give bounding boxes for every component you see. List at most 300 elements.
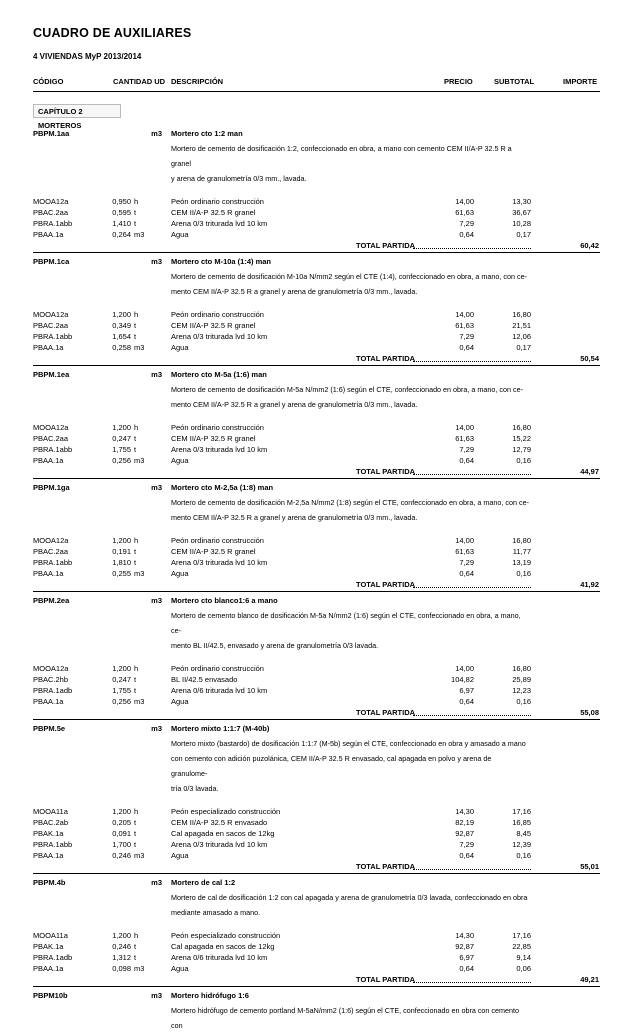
item-description: Agua xyxy=(171,697,189,706)
item-code: MOOA12a xyxy=(33,664,69,673)
item-quantity: 1,200 xyxy=(112,807,131,816)
partida-title: Mortero cto 1:2 man xyxy=(171,129,243,138)
item-quantity: 1,810 xyxy=(112,558,131,567)
item-price: 61,63 xyxy=(455,547,474,556)
item-unit: m3 xyxy=(134,456,145,465)
partida-unit: m3 xyxy=(151,370,162,379)
item-price: 14,00 xyxy=(455,197,474,206)
item-subtotal: 0,16 xyxy=(516,569,531,578)
item-subtotal: 13,19 xyxy=(512,558,531,567)
item-code: PBAA.1a xyxy=(33,569,64,578)
item-subtotal: 0,06 xyxy=(516,964,531,973)
item-code: MOOA12a xyxy=(33,423,69,432)
item-unit: h xyxy=(134,536,139,545)
item-unit: t xyxy=(134,321,137,330)
item-description: Agua xyxy=(171,964,189,973)
item-quantity: 0,264 xyxy=(112,230,131,239)
item-unit: t xyxy=(134,445,137,454)
partida-title-row xyxy=(0,722,638,736)
item-subtotal: 0,17 xyxy=(516,343,531,352)
partida-divider xyxy=(33,719,600,720)
item-quantity: 0,950 xyxy=(112,197,131,206)
item-price: 0,64 xyxy=(459,851,474,860)
item-subtotal: 21,51 xyxy=(512,321,531,330)
partida-title: Mortero cto M-10a (1:4) man xyxy=(171,257,272,266)
item-price: 7,29 xyxy=(459,332,474,341)
partida-divider xyxy=(33,873,600,874)
item-unit: t xyxy=(134,558,137,567)
table-row xyxy=(0,839,638,850)
page-title: CUADRO DE AUXILIARES xyxy=(33,26,192,40)
item-subtotal: 0,16 xyxy=(516,851,531,860)
item-description: Arena 0/3 triturada lvd 10 km xyxy=(171,332,268,341)
spacer xyxy=(0,299,638,309)
description-line: Mortero de cemento de dosificación M-5a N/mm2 (1:6) según el CTE, confeccionado en obra, a mano, con ce- xyxy=(171,385,523,394)
item-unit: m3 xyxy=(134,851,145,860)
item-code: PBRA.1abb xyxy=(33,219,73,228)
description-line: mento CEM II/A-P 32.5 R a granel y arena de granulometría 0/3 mm., lavada. xyxy=(171,287,418,296)
item-description: Arena 0/6 triturada lvd 10 km xyxy=(171,686,268,695)
item-description: Arena 0/3 triturada lvd 10 km xyxy=(171,219,268,228)
description-line: con cemento con adición puzolánica, CEM II/A-P 32.5 R envasado, cal apagada en polvo y arena de granulome- xyxy=(171,754,492,778)
item-unit: t xyxy=(134,829,137,838)
item-description: Peón ordinario construcción xyxy=(171,536,264,545)
total-partida-label: TOTAL PARTIDA xyxy=(356,708,416,717)
item-price: 14,00 xyxy=(455,423,474,432)
project-subtitle: 4 VIVIENDAS MyP 2013/2014 xyxy=(33,52,142,61)
column-header-description: DESCRIPCIÓN xyxy=(171,77,224,86)
partida-title: Mortero hidrófugo 1:6 xyxy=(171,991,249,1000)
description-line: mento CEM II/A-P 32.5 R a granel y arena de granulometría 0/3 mm., lavada. xyxy=(171,513,418,522)
item-quantity: 1,755 xyxy=(112,686,131,695)
partida-code: PBPM.4b xyxy=(33,878,66,887)
item-code: PBAA.1a xyxy=(33,456,64,465)
item-subtotal: 12,06 xyxy=(512,332,531,341)
table-row xyxy=(0,433,638,444)
item-description: BL II/42.5 envasado xyxy=(171,675,238,684)
table-row xyxy=(0,963,638,974)
item-subtotal: 12,23 xyxy=(512,686,531,695)
table-row xyxy=(0,444,638,455)
partida-block xyxy=(0,594,638,720)
item-quantity: 0,247 xyxy=(112,434,131,443)
item-price: 92,87 xyxy=(455,829,474,838)
item-unit: t xyxy=(134,686,137,695)
partida-unit: m3 xyxy=(151,991,162,1000)
partida-description xyxy=(171,382,529,412)
description-line: tría 0/3 lavada. xyxy=(171,784,219,793)
item-unit: t xyxy=(134,219,137,228)
table-row xyxy=(0,663,638,674)
partida-unit: m3 xyxy=(151,596,162,605)
item-unit: t xyxy=(134,332,137,341)
item-price: 14,00 xyxy=(455,536,474,545)
item-quantity: 1,200 xyxy=(112,310,131,319)
total-partida-importe: 50,54 xyxy=(580,354,599,363)
item-code: MOOA12a xyxy=(33,310,69,319)
total-partida-importe: 55,08 xyxy=(580,708,599,717)
item-price: 0,64 xyxy=(459,964,474,973)
partida-title: Mortero mixto 1:1:7 (M-40b) xyxy=(171,724,270,733)
partida-block xyxy=(0,876,638,987)
partida-title-row xyxy=(0,368,638,382)
item-quantity: 1,700 xyxy=(112,840,131,849)
partida-description xyxy=(171,1003,529,1033)
item-price: 6,97 xyxy=(459,953,474,962)
partida-block xyxy=(0,127,638,253)
partida-title-row xyxy=(0,876,638,890)
partida-code: PBPM.1ca xyxy=(33,257,70,266)
item-code: PBAA.1a xyxy=(33,697,64,706)
item-price: 82,19 xyxy=(455,818,474,827)
item-code: PBAC.2aa xyxy=(33,547,69,556)
table-row xyxy=(0,568,638,579)
partida-block xyxy=(0,481,638,592)
item-subtotal: 12,39 xyxy=(512,840,531,849)
item-subtotal: 17,16 xyxy=(512,807,531,816)
item-quantity: 0,349 xyxy=(112,321,131,330)
item-quantity: 0,258 xyxy=(112,343,131,352)
partida-title-row xyxy=(0,127,638,141)
item-price: 0,64 xyxy=(459,569,474,578)
item-quantity: 0,091 xyxy=(112,829,131,838)
table-row xyxy=(0,817,638,828)
chapter-label: CAPÍTULO 2 MORTEROS xyxy=(33,104,121,118)
item-code: PBAK.1a xyxy=(33,829,64,838)
total-partida-row xyxy=(0,707,638,718)
partida-description xyxy=(171,890,529,920)
item-quantity: 0,255 xyxy=(112,569,131,578)
partida-unit: m3 xyxy=(151,483,162,492)
spacer xyxy=(0,920,638,930)
item-quantity: 1,200 xyxy=(112,664,131,673)
item-code: MOOA11a xyxy=(33,931,68,940)
item-price: 6,97 xyxy=(459,686,474,695)
description-line: y arena de granulometría 0/3 mm., lavada. xyxy=(171,174,307,183)
item-price: 7,29 xyxy=(459,840,474,849)
total-partida-row xyxy=(0,466,638,477)
item-price: 92,87 xyxy=(455,942,474,951)
partida-title: Mortero de cal 1:2 xyxy=(171,878,236,887)
item-price: 0,64 xyxy=(459,697,474,706)
item-quantity: 0,595 xyxy=(112,208,131,217)
item-description: CEM II/A-P 32.5 R granel xyxy=(171,321,256,330)
partida-code: PBPM10b xyxy=(33,991,68,1000)
table-row xyxy=(0,229,638,240)
spacer xyxy=(0,412,638,422)
table-row xyxy=(0,941,638,952)
item-description: Agua xyxy=(171,456,189,465)
item-code: PBRA.1adb xyxy=(33,953,73,962)
item-code: PBAC.2aa xyxy=(33,434,69,443)
table-row xyxy=(0,196,638,207)
item-code: PBAA.1a xyxy=(33,851,64,860)
item-unit: t xyxy=(134,675,137,684)
partida-title-row xyxy=(0,989,638,1003)
spacer xyxy=(0,796,638,806)
column-header-price: PRECIO xyxy=(444,77,473,86)
item-subtotal: 11,77 xyxy=(512,547,531,556)
item-subtotal: 8,45 xyxy=(516,829,531,838)
dotted-leader xyxy=(413,982,531,983)
item-unit: t xyxy=(134,208,137,217)
item-description: Peón ordinario construcción xyxy=(171,664,264,673)
item-unit: h xyxy=(134,423,139,432)
partida-description xyxy=(171,495,529,525)
item-unit: m3 xyxy=(134,964,145,973)
total-partida-row xyxy=(0,861,638,872)
item-code: PBRA.1abb xyxy=(33,332,73,341)
item-quantity: 1,312 xyxy=(112,953,131,962)
item-description: Agua xyxy=(171,230,189,239)
column-header-code: CÓDIGO xyxy=(33,77,64,86)
table-row xyxy=(0,952,638,963)
dotted-leader xyxy=(413,361,531,362)
dotted-leader xyxy=(413,869,531,870)
item-subtotal: 9,14 xyxy=(516,953,531,962)
description-line: Mortero de cemento de dosificación 1:2, confeccionado en obra, a mano con cemento CEM II/A-P 32.5 R a granel xyxy=(171,144,512,168)
item-description: CEM II/A-P 32.5 R granel xyxy=(171,547,256,556)
table-row xyxy=(0,331,638,342)
item-description: Cal apagada en sacos de 12kg xyxy=(171,942,275,951)
partida-unit: m3 xyxy=(151,724,162,733)
partida-unit: m3 xyxy=(151,129,162,138)
column-header-importe: IMPORTE xyxy=(563,77,598,86)
partida-code: PBPM.1ga xyxy=(33,483,70,492)
partida-description xyxy=(171,736,529,796)
partida-title-row xyxy=(0,255,638,269)
partida-divider xyxy=(33,365,600,366)
item-subtotal: 22,85 xyxy=(512,942,531,951)
item-code: PBRA.1abb xyxy=(33,558,73,567)
item-price: 14,00 xyxy=(455,310,474,319)
description-line: Mortero de cal de dosificación 1:2 con cal apagada y arena de granulometría 0/3 lavada, confeccionado en obra xyxy=(171,893,528,902)
description-line: mento BL II/42.5, envasado y arena de granulometría 0/3 lavada. xyxy=(171,641,379,650)
partida-code: PBPM.1ea xyxy=(33,370,70,379)
item-price: 0,64 xyxy=(459,230,474,239)
item-price: 61,63 xyxy=(455,434,474,443)
item-unit: m3 xyxy=(134,569,145,578)
item-subtotal: 17,16 xyxy=(512,931,531,940)
item-code: PBAK.1a xyxy=(33,942,64,951)
table-row xyxy=(0,422,638,433)
item-unit: t xyxy=(134,942,137,951)
partida-description xyxy=(171,608,529,653)
description-line: Mortero hidrófugo de cemento portland M-5aN/mm2 (1:6) según el CTE, confeccionado en obra con cemento con xyxy=(171,1006,519,1030)
column-header-subtotal: SUBTOTAL xyxy=(494,77,535,86)
item-subtotal: 25,89 xyxy=(512,675,531,684)
item-quantity: 0,247 xyxy=(112,675,131,684)
item-description: Arena 0/3 triturada lvd 10 km xyxy=(171,445,268,454)
total-partida-row xyxy=(0,974,638,985)
table-row xyxy=(0,342,638,353)
item-price: 14,30 xyxy=(455,807,474,816)
partida-divider xyxy=(33,478,600,479)
item-code: PBAC.2ab xyxy=(33,818,69,827)
item-code: PBAA.1a xyxy=(33,230,64,239)
partida-title-row xyxy=(0,481,638,495)
description-line: Mortero mixto (bastardo) de dosificación 1:1:7 (M-5b) según el CTE, confeccionado en obra y amasado a mano xyxy=(171,739,526,748)
total-partida-importe: 60,42 xyxy=(580,241,599,250)
item-unit: h xyxy=(134,931,139,940)
item-subtotal: 36,67 xyxy=(512,208,531,217)
spacer xyxy=(0,186,638,196)
partida-code: PBPM.5e xyxy=(33,724,66,733)
total-partida-row xyxy=(0,579,638,590)
spacer xyxy=(0,653,638,663)
description-line: mediante amasado a mano. xyxy=(171,908,261,917)
item-code: PBAC.2aa xyxy=(33,321,69,330)
description-line: Mortero de cemento de dosificación M-10a N/mm2 según el CTE (1:4), confeccionado en obra, a mano, con ce- xyxy=(171,272,527,281)
partida-code: PBPM.2ea xyxy=(33,596,70,605)
item-subtotal: 16,80 xyxy=(512,536,531,545)
parts-list xyxy=(0,125,638,1033)
item-description: Arena 0/3 triturada lvd 10 km xyxy=(171,558,268,567)
table-row xyxy=(0,218,638,229)
table-row xyxy=(0,207,638,218)
item-unit: t xyxy=(134,840,137,849)
item-code: MOOA12a xyxy=(33,536,69,545)
item-description: CEM II/A-P 32.5 R envasado xyxy=(171,818,268,827)
item-unit: m3 xyxy=(134,343,145,352)
item-price: 7,29 xyxy=(459,445,474,454)
description-line: Mortero de cemento blanco de dosificación M-5a N/mm2 (1:6) según el CTE, confeccionado en obra, a mano, ce- xyxy=(171,611,521,635)
item-unit: m3 xyxy=(134,697,145,706)
partida-block xyxy=(0,722,638,874)
total-partida-row xyxy=(0,353,638,364)
dotted-leader xyxy=(413,715,531,716)
table-row xyxy=(0,850,638,861)
item-subtotal: 16,85 xyxy=(512,818,531,827)
item-unit: h xyxy=(134,197,139,206)
total-partida-importe: 41,92 xyxy=(580,580,599,589)
partida-unit: m3 xyxy=(151,257,162,266)
partida-block xyxy=(0,368,638,479)
partida-title: Mortero cto blanco1:6 a mano xyxy=(171,596,278,605)
dotted-leader xyxy=(413,474,531,475)
table-row xyxy=(0,685,638,696)
partida-title: Mortero cto M-2,5a (1:8) man xyxy=(171,483,274,492)
item-price: 14,30 xyxy=(455,931,474,940)
item-code: MOOA12a xyxy=(33,197,69,206)
table-row xyxy=(0,546,638,557)
column-header-qty-ud: CANTIDAD UD xyxy=(113,77,166,86)
item-code: PBRA.1adb xyxy=(33,686,73,695)
item-quantity: 1,200 xyxy=(112,931,131,940)
total-partida-label: TOTAL PARTIDA xyxy=(356,354,416,363)
total-partida-label: TOTAL PARTIDA xyxy=(356,467,416,476)
partida-description xyxy=(171,141,529,186)
item-subtotal: 12,79 xyxy=(512,445,531,454)
partida-title-row xyxy=(0,594,638,608)
table-row xyxy=(0,674,638,685)
item-quantity: 1,654 xyxy=(112,332,131,341)
partida-description xyxy=(171,269,529,299)
item-description: Peón especializado construcción xyxy=(171,807,281,816)
header-divider xyxy=(33,91,600,92)
item-price: 104,82 xyxy=(451,675,474,684)
item-subtotal: 16,80 xyxy=(512,310,531,319)
item-subtotal: 15,22 xyxy=(512,434,531,443)
table-row xyxy=(0,557,638,568)
partida-title: Mortero cto M-5a (1:6) man xyxy=(171,370,267,379)
item-quantity: 1,200 xyxy=(112,423,131,432)
item-description: CEM II/A-P 32.5 R granel xyxy=(171,208,256,217)
partida-code: PBPM.1aa xyxy=(33,129,70,138)
item-price: 61,63 xyxy=(455,321,474,330)
item-price: 14,00 xyxy=(455,664,474,673)
item-code: MOOA11a xyxy=(33,807,68,816)
item-price: 0,64 xyxy=(459,456,474,465)
total-partida-label: TOTAL PARTIDA xyxy=(356,862,416,871)
item-description: Cal apagada en sacos de 12kg xyxy=(171,829,275,838)
item-quantity: 0,246 xyxy=(112,851,131,860)
item-description: Agua xyxy=(171,343,189,352)
total-partida-row xyxy=(0,240,638,251)
description-line: Mortero de cemento de dosificación M-2,5a N/mm2 (1:8) según el CTE, confeccionado en obra, a mano, con ce- xyxy=(171,498,529,507)
item-unit: h xyxy=(134,310,139,319)
item-description: Peón especializado construcción xyxy=(171,931,281,940)
item-code: PBAA.1a xyxy=(33,964,64,973)
total-partida-importe: 44,97 xyxy=(580,467,599,476)
item-subtotal: 16,80 xyxy=(512,423,531,432)
item-quantity: 0,256 xyxy=(112,697,131,706)
item-code: PBAC.2aa xyxy=(33,208,69,217)
dotted-leader xyxy=(413,587,531,588)
table-row xyxy=(0,320,638,331)
table-row xyxy=(0,309,638,320)
item-price: 7,29 xyxy=(459,558,474,567)
item-description: Arena 0/3 triturada lvd 10 km xyxy=(171,840,268,849)
item-unit: t xyxy=(134,434,137,443)
table-row xyxy=(0,930,638,941)
table-row xyxy=(0,535,638,546)
spacer xyxy=(0,525,638,535)
total-partida-importe: 55,01 xyxy=(580,862,599,871)
total-partida-label: TOTAL PARTIDA xyxy=(356,241,416,250)
item-subtotal: 16,80 xyxy=(512,664,531,673)
item-unit: t xyxy=(134,818,137,827)
item-quantity: 1,755 xyxy=(112,445,131,454)
item-description: CEM II/A-P 32.5 R granel xyxy=(171,434,256,443)
item-quantity: 1,410 xyxy=(112,219,131,228)
item-description: Peón ordinario construcción xyxy=(171,423,264,432)
partida-block xyxy=(0,255,638,366)
table-row xyxy=(0,455,638,466)
item-quantity: 0,191 xyxy=(112,547,131,556)
table-row xyxy=(0,696,638,707)
dotted-leader xyxy=(413,248,531,249)
item-code: PBRA.1abb xyxy=(33,445,73,454)
item-code: PBAC.2hb xyxy=(33,675,69,684)
item-price: 61,63 xyxy=(455,208,474,217)
total-partida-importe: 49,21 xyxy=(580,975,599,984)
item-description: Peón ordinario construcción xyxy=(171,310,264,319)
item-quantity: 0,246 xyxy=(112,942,131,951)
item-description: Agua xyxy=(171,851,189,860)
table-row xyxy=(0,806,638,817)
partida-block xyxy=(0,989,638,1033)
partida-divider xyxy=(33,591,600,592)
partida-divider xyxy=(33,986,600,987)
partida-unit: m3 xyxy=(151,878,162,887)
item-subtotal: 13,30 xyxy=(512,197,531,206)
item-quantity: 0,098 xyxy=(112,964,131,973)
item-price: 0,64 xyxy=(459,343,474,352)
item-subtotal: 0,16 xyxy=(516,456,531,465)
partida-divider xyxy=(33,252,600,253)
item-quantity: 0,205 xyxy=(112,818,131,827)
